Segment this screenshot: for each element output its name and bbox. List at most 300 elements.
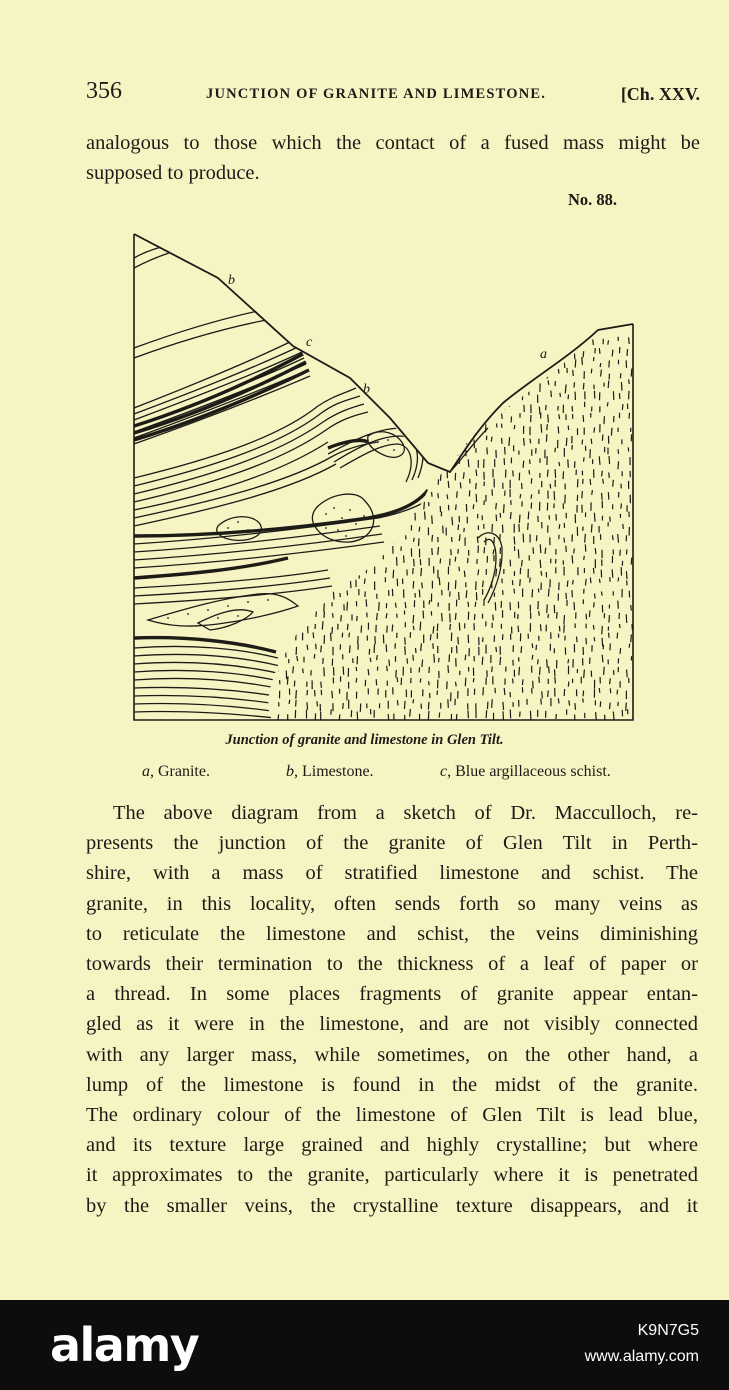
granite-dash	[395, 468, 396, 476]
granite-dash	[619, 393, 620, 399]
granite-dash	[558, 369, 559, 374]
granite-dash	[343, 703, 344, 709]
granite-dash	[464, 528, 465, 532]
granite-dash	[343, 382, 344, 388]
granite-dash	[572, 555, 573, 563]
granite-dash	[466, 590, 467, 598]
granite-dash	[566, 348, 567, 352]
legend-key: c,	[440, 763, 452, 780]
granite-dash	[329, 359, 330, 366]
granite-dash	[547, 604, 548, 613]
granite-dash	[420, 678, 421, 682]
granite-dash	[601, 370, 602, 377]
text-line: analogous to those which the contact of a fused mass might be	[86, 132, 700, 154]
granite-dash	[520, 579, 521, 586]
text-line: The ordinary colour of the limestone of Glen Tilt is lead blue,	[86, 1104, 698, 1127]
granite-dash	[333, 613, 334, 618]
granite-dash	[522, 560, 523, 567]
granite-dash	[333, 545, 334, 550]
granite-dash	[565, 384, 566, 393]
granite-dash	[618, 449, 619, 454]
granite-dash	[631, 558, 632, 565]
granite-dash	[476, 483, 477, 489]
granite-dash	[439, 340, 440, 348]
granite-dash	[304, 390, 305, 395]
granite-dash	[476, 469, 477, 476]
text-line: and its texture large grained and highly crystalline; but where	[86, 1134, 698, 1157]
granite-dash	[610, 517, 611, 522]
granite-dash	[608, 340, 609, 344]
granite-dash	[501, 350, 502, 357]
granite-dash	[413, 699, 414, 703]
granite-dash	[547, 470, 548, 477]
granite-dash	[366, 349, 367, 355]
granite-dash	[626, 614, 627, 623]
granite-dash	[413, 568, 414, 574]
granite-dash	[383, 402, 384, 407]
text-line: presents the junction of the granite of Glen Tilt in Perth-	[86, 832, 698, 855]
legend-key: a,	[142, 763, 154, 780]
granite-dash	[609, 360, 610, 367]
granite-dash	[421, 568, 422, 576]
granite-dash	[343, 666, 344, 674]
label-b: b	[228, 273, 235, 288]
granite-dash	[331, 709, 332, 714]
granite-dash	[340, 578, 341, 584]
granite-dash	[527, 335, 528, 339]
granite-dash	[582, 440, 583, 445]
granite-dash	[407, 658, 408, 663]
granite-dash	[278, 548, 279, 554]
granite-dash	[540, 560, 541, 568]
granite-dash	[482, 657, 483, 665]
granite-dash	[523, 370, 524, 377]
granite-dash	[599, 456, 600, 465]
granite-dash	[364, 579, 365, 584]
granite-dash	[440, 559, 441, 564]
granite-dash	[430, 634, 431, 640]
granite-dash	[433, 427, 434, 433]
granite-dash	[439, 349, 440, 358]
granite-dash	[298, 461, 299, 466]
granite-dash	[583, 415, 584, 422]
granite-dash	[305, 435, 306, 444]
granite-dash	[468, 602, 469, 607]
granite-dash	[548, 380, 549, 385]
granite-dash	[575, 703, 576, 710]
granite-dash	[545, 548, 546, 554]
granite-dash	[432, 492, 433, 497]
granite-dash	[493, 615, 494, 621]
granite-dash	[522, 340, 523, 345]
granite-dash	[618, 461, 619, 469]
granite-dash	[602, 655, 603, 663]
granite-dash	[302, 594, 303, 601]
granite-dash	[304, 514, 305, 520]
granite-dash	[572, 445, 573, 450]
granite-dash	[611, 428, 612, 436]
granite-dash	[307, 702, 308, 710]
granite-dash	[583, 698, 584, 702]
granite-dash	[555, 669, 556, 676]
granite-dash	[620, 550, 621, 556]
granite-dash	[468, 635, 469, 644]
granite-dash	[405, 646, 406, 655]
granite-dash	[478, 570, 479, 576]
granite-dash	[456, 682, 457, 687]
granite-dash	[449, 654, 450, 662]
granite-dash	[631, 369, 632, 377]
granite-dash	[524, 438, 525, 446]
granite-dash	[617, 633, 618, 639]
granite-dash	[564, 615, 565, 624]
granite-dash	[278, 349, 279, 354]
granite-dash	[583, 351, 584, 357]
granite-dash	[558, 427, 559, 434]
granite-dash	[629, 379, 630, 384]
granite-dash	[560, 393, 561, 397]
granite-dash	[439, 713, 440, 718]
granite-dash	[455, 360, 456, 368]
granite-dash	[492, 666, 493, 672]
granite-dash	[567, 336, 568, 341]
granite-dash	[604, 667, 605, 675]
granite-dash	[303, 669, 304, 674]
granite-dash	[487, 393, 488, 399]
granite-dash	[585, 544, 586, 551]
granite-dash	[441, 473, 442, 481]
granite-dash	[331, 633, 332, 641]
granite-dash	[541, 424, 542, 433]
granite-dash	[559, 626, 560, 632]
granite-dash	[387, 666, 388, 671]
granite-dash	[367, 337, 368, 341]
granite-dash	[423, 611, 424, 619]
granite-dash	[433, 380, 434, 385]
granite-dash	[474, 614, 475, 620]
granite-dash	[549, 666, 550, 673]
label-b-lower: b	[363, 382, 370, 397]
granite-dash	[349, 460, 350, 468]
granite-dash	[568, 682, 569, 687]
granite-dash	[304, 460, 305, 466]
granite-dash	[627, 349, 628, 356]
granite-dash	[595, 594, 596, 599]
granite-dash	[475, 602, 476, 607]
granite-dash	[321, 682, 322, 688]
granite-dash	[491, 437, 492, 442]
granite-dash	[546, 405, 547, 410]
granite-dash	[502, 414, 503, 419]
granite-dash	[473, 678, 474, 682]
granite-mass	[276, 335, 633, 724]
granite-dash	[595, 548, 596, 554]
granite-dash	[514, 536, 515, 544]
granite-dash	[610, 688, 611, 693]
granite-dash	[509, 437, 510, 446]
granite-dash	[360, 347, 361, 354]
granite-dash	[632, 624, 633, 631]
granite-dash	[432, 548, 433, 555]
granite-dash	[373, 392, 374, 400]
legend-schist	[440, 763, 611, 781]
granite-dash	[554, 491, 555, 500]
granite-dash	[314, 654, 315, 658]
granite-dash	[368, 669, 369, 675]
granite-dash	[455, 580, 456, 589]
granite-dash	[621, 503, 622, 508]
granite-dash	[495, 402, 496, 410]
granite-dash	[411, 447, 412, 452]
text-line: by the smaller veins, the crystalline texture disappears, and it	[86, 1194, 698, 1217]
granite-dash	[532, 643, 533, 648]
granite-dash	[594, 637, 595, 641]
granite-dash	[455, 424, 456, 430]
granite-dash	[321, 646, 322, 653]
granite-dash	[592, 490, 593, 495]
granite-dash	[307, 690, 308, 695]
granite-dash	[608, 381, 609, 389]
granite-dash	[313, 632, 314, 638]
granite-dash	[379, 602, 380, 611]
granite-dash	[388, 714, 389, 721]
granite-dash	[541, 698, 542, 704]
granite-dash	[492, 699, 493, 708]
granite-dash	[589, 610, 590, 617]
granite-dash	[505, 447, 506, 455]
granite-dash	[593, 568, 594, 574]
legend-granite	[142, 763, 210, 781]
granite-dash	[476, 405, 477, 413]
granite-dash	[585, 579, 586, 586]
granite-dash	[468, 372, 469, 377]
granite-dash	[602, 471, 603, 477]
granite-dash	[422, 582, 423, 588]
granite-dash	[330, 393, 331, 402]
granite-dash	[296, 690, 297, 699]
granite-dash	[313, 559, 314, 565]
granite-dash	[448, 461, 449, 465]
granite-dash	[483, 687, 484, 695]
granite-dash	[350, 481, 351, 490]
granite-dash	[285, 649, 286, 658]
legend-text: Limestone.	[302, 763, 374, 780]
granite-dash	[428, 478, 429, 483]
granite-dash	[321, 335, 322, 344]
granite-dash	[575, 336, 576, 342]
granite-dash	[293, 593, 294, 599]
granite-dash	[339, 714, 340, 720]
hill-profile	[134, 234, 633, 472]
granite-dash	[356, 413, 357, 421]
image-id: K9N7G5	[637, 1322, 699, 1339]
granite-dash	[459, 623, 460, 631]
granite-dash	[465, 655, 466, 661]
granite-dash	[349, 426, 350, 433]
granite-dash	[392, 625, 393, 632]
granite-dash	[501, 385, 502, 391]
granite-dash	[609, 615, 610, 623]
granite-dash	[377, 655, 378, 660]
granite-dash	[514, 374, 515, 379]
granite-dash	[594, 427, 595, 432]
granite-dash	[547, 371, 548, 378]
granite-dash	[347, 348, 348, 354]
granite-dash	[314, 395, 315, 402]
granite-dash	[583, 383, 584, 390]
granite-dash	[422, 660, 423, 668]
granite-dash	[397, 700, 398, 705]
granite-dash	[297, 656, 298, 661]
granite-dash	[460, 436, 461, 441]
granite-dash	[413, 581, 414, 588]
granite-dash	[574, 549, 575, 554]
granite-dash	[456, 714, 457, 720]
granite-dash	[458, 524, 459, 530]
granite-dash	[366, 599, 367, 606]
text-line: shire, with a mass of stratified limestone and schist. The	[86, 862, 698, 885]
granite-dash	[397, 402, 398, 407]
granite-dash	[618, 577, 619, 581]
granite-dash	[316, 612, 317, 617]
granite-dash	[442, 613, 443, 621]
page-number: 356	[86, 78, 122, 104]
granite-dash	[294, 547, 295, 554]
granite-dash	[629, 337, 630, 344]
granite-dash	[438, 547, 439, 555]
granite-dash	[356, 678, 357, 683]
granite-dash	[547, 659, 548, 667]
granite-dash	[386, 613, 387, 618]
granite-dash	[279, 511, 280, 519]
granite-dash	[405, 602, 406, 608]
granite-dash	[394, 370, 395, 375]
granite-dash	[600, 363, 601, 367]
granite-dash	[609, 456, 610, 464]
text-line: it approximates to the granite, particularly where it is penetrated	[86, 1164, 698, 1187]
granite-dash	[514, 589, 515, 594]
granite-dash	[333, 592, 334, 600]
site-url: www.alamy.com	[584, 1348, 699, 1365]
granite-dash	[520, 712, 521, 717]
granite-dash	[531, 494, 532, 498]
granite-dash	[559, 462, 560, 466]
granite-dash	[356, 667, 357, 671]
granite-dash	[439, 658, 440, 663]
granite-dash	[438, 493, 439, 498]
granite-dash	[350, 645, 351, 653]
granite-dash	[369, 560, 370, 567]
granite-dash	[357, 616, 358, 621]
granite-dash	[518, 626, 519, 632]
granite-dash	[548, 589, 549, 597]
granite-dash	[419, 590, 420, 598]
granite-dash	[569, 700, 570, 705]
granite-dash	[317, 701, 318, 706]
text-line: granite, in this locality, often sends forth so many veins as	[86, 892, 698, 915]
granite-dash	[519, 515, 520, 523]
granite-dash	[322, 621, 323, 629]
granite-dash	[392, 336, 393, 342]
granite-dash	[599, 579, 600, 583]
granite-dash	[384, 516, 385, 523]
granite-dash	[289, 469, 290, 475]
granite-dash	[432, 360, 433, 366]
granite-dash	[512, 580, 513, 585]
granite-dash	[558, 698, 559, 703]
granite-dash	[343, 503, 344, 508]
granite-dash	[618, 534, 619, 543]
granite-dash	[437, 624, 438, 632]
legend-key: b,	[286, 763, 298, 780]
granite-dash	[413, 655, 414, 661]
granite-dash	[593, 625, 594, 630]
granite-dash	[278, 568, 279, 576]
granite-dash	[602, 626, 603, 634]
granite-dash	[493, 361, 494, 369]
granite-dash	[414, 559, 415, 567]
granite-dash	[500, 513, 501, 518]
granite-dash	[429, 395, 430, 400]
granite-dash	[312, 500, 313, 505]
granite-dash	[305, 350, 306, 358]
granite-dash	[404, 381, 405, 387]
granite-dash	[500, 657, 501, 665]
granite-dash	[432, 402, 433, 410]
granite-dash	[518, 549, 519, 558]
granite-dash	[419, 527, 420, 532]
granite-dash	[519, 667, 520, 676]
granite-dash	[513, 471, 514, 477]
granite-dash	[455, 613, 456, 620]
text-line: with any larger mass, while sometimes, on the other hand, a	[86, 1043, 698, 1066]
text-line: supposed to produce.	[86, 162, 260, 184]
granite-dash	[574, 352, 575, 360]
granite-dash	[577, 637, 578, 643]
granite-dash	[366, 424, 367, 430]
granite-dash	[536, 645, 537, 650]
granite-dash	[559, 524, 560, 529]
granite-dash	[530, 439, 531, 444]
granite-dash	[503, 702, 504, 710]
granite-dash	[628, 447, 629, 451]
granite-dash	[599, 688, 600, 693]
granite-dash	[286, 547, 287, 552]
granite-dash	[622, 404, 623, 410]
granite-dash	[297, 338, 298, 343]
granite-dash	[557, 612, 558, 619]
granite-dash	[280, 395, 281, 401]
granite-dash	[387, 461, 388, 466]
granite-dash	[539, 611, 540, 616]
granite-dash	[502, 438, 503, 444]
granite-dash	[594, 602, 595, 607]
granite-dash	[276, 611, 277, 616]
granite-dash	[288, 413, 289, 417]
granite-dash	[559, 414, 560, 419]
granite-dash	[555, 677, 556, 684]
granite-dash	[532, 589, 533, 597]
granite-dash	[600, 701, 601, 707]
granite-dash	[487, 352, 488, 358]
granite-dash	[602, 435, 603, 441]
granite-dash	[618, 601, 619, 609]
granite-dash	[484, 500, 485, 505]
granite-dash	[287, 405, 288, 412]
granite-dash	[573, 370, 574, 376]
granite-dash	[548, 690, 549, 697]
granite-dash	[393, 570, 394, 578]
